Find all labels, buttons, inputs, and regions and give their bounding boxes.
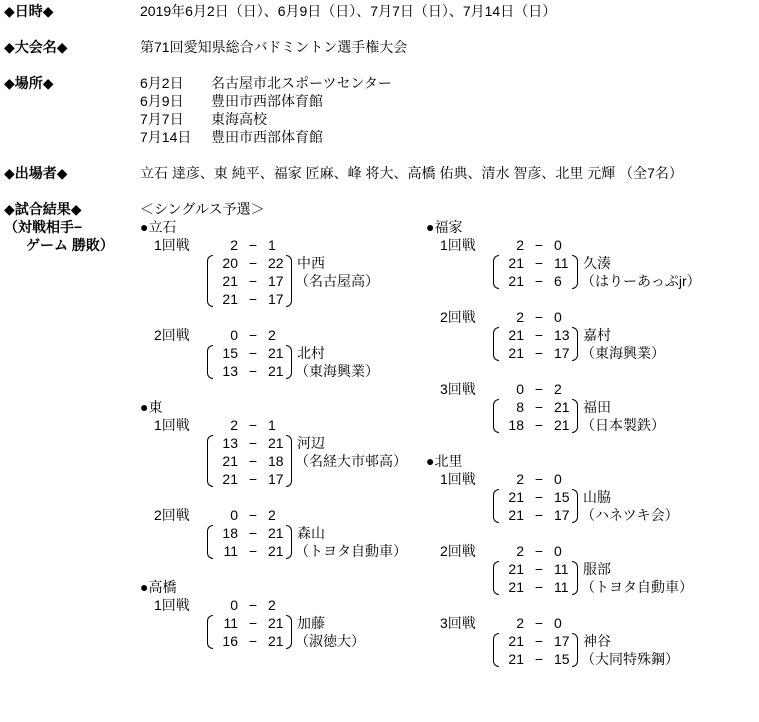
round-label: 1回戦 xyxy=(154,417,190,433)
game-score-opponent: 11 xyxy=(554,255,569,271)
venue-row xyxy=(140,92,323,110)
score-separator: − xyxy=(248,453,258,469)
game-row xyxy=(140,632,440,650)
datetime-value: 2019年6月2日（日）、6月9日（日）、7月7日（日）、7月14日（日） xyxy=(140,3,557,19)
round-block xyxy=(426,470,726,524)
round-games-won: 2 xyxy=(230,237,238,253)
opponent-name: 神谷 xyxy=(583,633,611,649)
venue-place: 豊田市西部体育館 xyxy=(211,129,323,145)
round-block xyxy=(426,236,726,290)
score-separator: − xyxy=(534,255,544,271)
player-heading xyxy=(140,578,440,596)
score-separator: − xyxy=(534,561,544,577)
game-score-opponent: 17 xyxy=(268,291,284,307)
round-games-lost: 0 xyxy=(554,471,562,487)
round-label: 2回戦 xyxy=(440,309,476,325)
game-row xyxy=(140,254,440,272)
game-score-own: 21 xyxy=(508,273,524,289)
round-block xyxy=(426,308,726,362)
bullet-icon: ● xyxy=(140,399,149,415)
game-score-own: 8 xyxy=(516,399,524,415)
game-score-own: 11 xyxy=(223,615,238,631)
opponent-team: （東海興業） xyxy=(581,345,665,361)
player-name: 高橋 xyxy=(148,579,177,595)
score-separator: − xyxy=(248,417,258,433)
venue-label: ◆場所◆ xyxy=(4,75,54,91)
players-value: 立石 達彦、東 純平、福家 匠麻、峰 将大、高橋 佑典、清水 智彦、北里 元輝 （全7名） xyxy=(140,165,683,181)
score-separator: − xyxy=(534,309,544,325)
score-separator: − xyxy=(248,327,258,343)
round-header xyxy=(140,596,440,614)
score-separator: − xyxy=(248,633,258,649)
opponent-name: 加藤 xyxy=(297,615,325,631)
game-score-own: 21 xyxy=(222,453,238,469)
game-score-own: 21 xyxy=(508,651,524,667)
round-header xyxy=(140,236,440,254)
round-games-won: 0 xyxy=(230,327,238,343)
game-score-opponent: 17 xyxy=(554,633,570,649)
game-score-own: 21 xyxy=(222,273,238,289)
game-row xyxy=(140,344,440,362)
game-scores xyxy=(140,344,440,380)
score-separator: − xyxy=(534,237,544,253)
game-score-opponent: 21 xyxy=(268,633,284,649)
round-label: 3回戦 xyxy=(440,381,476,397)
game-score-opponent: 21 xyxy=(554,399,570,415)
round-games-lost: 1 xyxy=(268,237,276,253)
round-games-lost: 2 xyxy=(268,597,276,613)
round-block xyxy=(426,380,726,434)
score-separator: − xyxy=(534,417,544,433)
game-row xyxy=(140,434,440,452)
score-separator: − xyxy=(534,543,544,559)
score-separator: − xyxy=(248,507,258,523)
game-row xyxy=(140,614,440,632)
round-block xyxy=(140,596,440,650)
opponent-name: 山脇 xyxy=(583,489,611,505)
game-score-opponent: 17 xyxy=(554,345,570,361)
opponent-team: （はりーあっぷjr） xyxy=(581,273,701,289)
game-score-own: 15 xyxy=(222,345,238,361)
round-games-won: 0 xyxy=(230,597,238,613)
round-games-lost: 0 xyxy=(554,309,562,325)
venue-row xyxy=(140,110,267,128)
score-separator: − xyxy=(248,471,258,487)
game-row xyxy=(426,344,726,362)
game-scores xyxy=(140,434,440,488)
opponent-team: （大同特殊鋼） xyxy=(581,651,679,667)
bullet-icon: ● xyxy=(426,219,435,235)
round-header xyxy=(426,236,726,254)
score-separator: − xyxy=(248,237,258,253)
score-separator: − xyxy=(534,381,544,397)
datetime-label: ◆日時◆ xyxy=(4,3,54,19)
bullet-icon: ● xyxy=(426,453,435,469)
score-separator: − xyxy=(248,543,258,559)
round-games-won: 2 xyxy=(516,237,524,253)
round-block xyxy=(140,326,440,380)
round-label: 2回戦 xyxy=(154,327,190,343)
event-label: ◆大会名◆ xyxy=(4,39,68,55)
round-games-lost: 0 xyxy=(554,615,562,631)
score-separator: − xyxy=(534,507,544,523)
game-score-opponent: 17 xyxy=(554,507,570,523)
player-block xyxy=(140,218,440,380)
player-block xyxy=(140,578,440,650)
game-row xyxy=(426,506,726,524)
opponent-team: （名経大市邨高） xyxy=(295,453,407,469)
game-scores xyxy=(140,614,440,650)
opponent-team: （トヨタ自動車） xyxy=(295,543,407,559)
game-score-opponent: 15 xyxy=(554,651,570,667)
event-value: 第71回愛知県総合バドミントン選手権大会 xyxy=(140,39,408,55)
game-score-own: 21 xyxy=(222,471,238,487)
game-score-opponent: 21 xyxy=(268,345,284,361)
opponent-name: 久湊 xyxy=(583,255,611,271)
player-name: 北里 xyxy=(434,453,463,469)
results-category: ＜シングルス予選＞ xyxy=(140,201,265,217)
opponent-name: 森山 xyxy=(297,525,325,541)
score-separator: − xyxy=(534,399,544,415)
round-label: 3回戦 xyxy=(440,615,476,631)
score-separator: − xyxy=(534,345,544,361)
round-games-lost: 2 xyxy=(268,507,276,523)
round-label: 2回戦 xyxy=(154,507,190,523)
score-separator: − xyxy=(248,615,258,631)
game-row xyxy=(140,290,440,308)
round-games-won: 2 xyxy=(516,543,524,559)
game-score-opponent: 21 xyxy=(268,363,284,379)
score-separator: − xyxy=(248,525,258,541)
game-score-own: 21 xyxy=(508,327,524,343)
opponent-name: 河辺 xyxy=(297,435,325,451)
game-score-opponent: 11 xyxy=(554,579,569,595)
score-separator: − xyxy=(248,597,258,613)
score-separator: − xyxy=(248,345,258,361)
opponent-name: 福田 xyxy=(583,399,611,415)
score-separator: − xyxy=(248,273,258,289)
player-heading xyxy=(426,218,726,236)
game-score-opponent: 6 xyxy=(554,273,562,289)
game-row xyxy=(426,416,726,434)
game-scores xyxy=(140,524,440,560)
opponent-name: 服部 xyxy=(583,561,611,577)
game-score-opponent: 21 xyxy=(268,615,284,631)
game-score-opponent: 17 xyxy=(268,471,284,487)
game-row xyxy=(140,272,440,290)
game-score-opponent: 21 xyxy=(268,435,284,451)
player-block xyxy=(140,398,440,560)
player-name: 東 xyxy=(148,399,163,415)
game-score-own: 13 xyxy=(222,435,238,451)
player-block xyxy=(426,218,726,434)
game-score-own: 20 xyxy=(222,255,238,271)
game-row xyxy=(426,488,726,506)
bullet-icon: ● xyxy=(140,219,149,235)
round-header xyxy=(140,506,440,524)
game-scores xyxy=(426,326,726,362)
players-label: ◆出場者◆ xyxy=(4,165,68,181)
game-score-opponent: 11 xyxy=(554,561,569,577)
round-games-lost: 0 xyxy=(554,237,562,253)
round-block xyxy=(426,542,726,596)
game-score-own: 21 xyxy=(508,561,524,577)
round-header xyxy=(426,470,726,488)
game-row xyxy=(140,362,440,380)
opponent-team: （淑徳大） xyxy=(295,633,365,649)
round-label: 1回戦 xyxy=(154,237,190,253)
game-score-own: 16 xyxy=(222,633,238,649)
game-scores xyxy=(426,560,726,596)
game-score-own: 21 xyxy=(222,291,238,307)
player-heading xyxy=(140,398,440,416)
game-score-opponent: 22 xyxy=(268,255,284,271)
score-separator: − xyxy=(248,291,258,307)
player-name: 福家 xyxy=(434,219,463,235)
player-block xyxy=(426,452,726,668)
round-games-won: 2 xyxy=(516,615,524,631)
results-legend-line1: （対戦相手− xyxy=(4,219,83,235)
game-score-opponent: 21 xyxy=(554,417,570,433)
game-score-opponent: 21 xyxy=(268,525,284,541)
game-row xyxy=(426,398,726,416)
game-score-opponent: 18 xyxy=(268,453,284,469)
round-games-lost: 2 xyxy=(554,381,562,397)
round-block xyxy=(140,416,440,488)
score-separator: − xyxy=(534,651,544,667)
results-column-right xyxy=(426,218,726,668)
round-header xyxy=(140,326,440,344)
game-row xyxy=(140,470,440,488)
round-header xyxy=(426,614,726,632)
venue-date: 6月9日 xyxy=(140,93,184,109)
results-legend-line2: ゲーム 勝敗） xyxy=(26,237,114,253)
game-score-own: 18 xyxy=(508,417,524,433)
game-score-own: 11 xyxy=(223,543,238,559)
venue-date: 6月2日 xyxy=(140,75,184,91)
game-row xyxy=(426,326,726,344)
venue-date: 7月7日 xyxy=(140,111,184,127)
round-block xyxy=(426,614,726,668)
venue-date: 7月14日 xyxy=(140,129,192,145)
round-games-lost: 1 xyxy=(268,417,276,433)
player-heading xyxy=(426,452,726,470)
score-separator: − xyxy=(534,489,544,505)
round-games-lost: 0 xyxy=(554,543,562,559)
game-row xyxy=(426,254,726,272)
round-label: 1回戦 xyxy=(154,597,190,613)
score-separator: − xyxy=(534,579,544,595)
venue-place: 名古屋市北スポーツセンター xyxy=(211,75,392,91)
game-score-own: 13 xyxy=(222,363,238,379)
opponent-name: 中西 xyxy=(297,255,325,271)
game-score-own: 21 xyxy=(508,255,524,271)
venue-place: 豊田市西部体育館 xyxy=(211,93,323,109)
opponent-team: （名古屋高） xyxy=(295,273,379,289)
round-header xyxy=(426,308,726,326)
score-separator: − xyxy=(534,327,544,343)
game-score-own: 21 xyxy=(508,579,524,595)
round-games-lost: 2 xyxy=(268,327,276,343)
opponent-team: （トヨタ自動車） xyxy=(581,579,693,595)
game-row xyxy=(426,560,726,578)
player-name: 立石 xyxy=(148,219,177,235)
score-separator: − xyxy=(534,615,544,631)
round-label: 2回戦 xyxy=(440,543,476,559)
score-separator: − xyxy=(534,633,544,649)
game-score-opponent: 13 xyxy=(554,327,570,343)
game-scores xyxy=(140,254,440,308)
opponent-team: （日本製鉄） xyxy=(581,417,665,433)
round-games-won: 2 xyxy=(516,309,524,325)
game-scores xyxy=(426,254,726,290)
opponent-name: 北村 xyxy=(297,345,325,361)
results-column-left xyxy=(140,218,440,650)
results-label: ◆試合結果◆ xyxy=(4,201,82,217)
score-separator: − xyxy=(534,471,544,487)
round-header xyxy=(140,416,440,434)
round-games-won: 2 xyxy=(516,471,524,487)
venue-row xyxy=(140,128,323,146)
game-score-opponent: 21 xyxy=(268,543,284,559)
game-score-own: 18 xyxy=(222,525,238,541)
score-separator: − xyxy=(248,363,258,379)
venue-row xyxy=(140,74,392,92)
score-separator: − xyxy=(248,255,258,271)
game-score-own: 21 xyxy=(508,507,524,523)
round-label: 1回戦 xyxy=(440,471,476,487)
round-games-won: 2 xyxy=(230,417,238,433)
game-scores xyxy=(426,398,726,434)
venue-place: 東海高校 xyxy=(211,111,267,127)
game-score-own: 21 xyxy=(508,489,524,505)
opponent-name: 嘉村 xyxy=(583,327,611,343)
round-header xyxy=(426,542,726,560)
round-block xyxy=(140,506,440,560)
round-label: 1回戦 xyxy=(440,237,476,253)
score-separator: − xyxy=(248,435,258,451)
game-row xyxy=(426,632,726,650)
round-games-won: 0 xyxy=(230,507,238,523)
player-heading xyxy=(140,218,440,236)
score-separator: − xyxy=(534,273,544,289)
bullet-icon: ● xyxy=(140,579,149,595)
opponent-team: （ハネツキ会） xyxy=(581,507,679,523)
game-score-own: 21 xyxy=(508,633,524,649)
game-scores xyxy=(426,488,726,524)
game-score-opponent: 17 xyxy=(268,273,284,289)
game-score-opponent: 15 xyxy=(554,489,570,505)
game-row xyxy=(140,524,440,542)
round-header xyxy=(426,380,726,398)
opponent-team: （東海興業） xyxy=(295,363,379,379)
game-scores xyxy=(426,632,726,668)
round-games-won: 0 xyxy=(516,381,524,397)
game-row xyxy=(426,650,726,668)
round-block xyxy=(140,236,440,308)
game-score-own: 21 xyxy=(508,345,524,361)
